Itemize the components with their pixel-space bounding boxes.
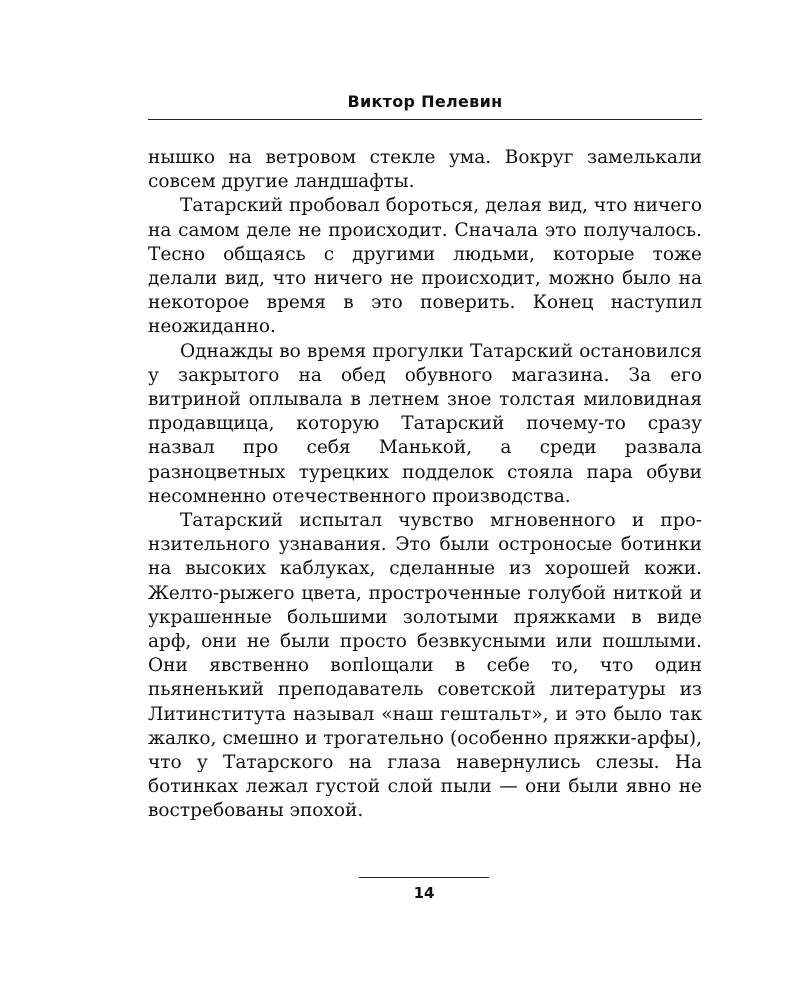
paragraph-4: Татарский испытал чувство мгновенного и пронзительного узнавания. Это были остроносые ботинки на высоких каблуках, сделанные из хорошей кожи. Желто-рыжего цвета, простроченные голубой ниткой и украшенные большими золотыми пряжками в виде арф, они не были просто безвкусными или пошлыми. Они явственно вопloщали в себе то, что один пьяненький преподаватель советской литературы из Литинститута называл «наш гештальт», и это было так жалко, смешно и трогательно (особенно пряжки-арфы), что у Татарского на глаза навернулись слезы. На ботинках лежал густой слой пыли — они были явно не востребованы эпохой. <box>148 510 702 822</box>
paragraph-2: Татарский пробовал бороться, делая вид, что ничего на самом деле не происходит. Сначала это получалось. Тесно общаясь с другими людьми, которые тоже делали вид, что ничего не происходит, можно было на некоторое время в это поверить. Конец наступил неожиданно. <box>148 195 702 338</box>
footer-rule <box>359 877 489 878</box>
paragraph-3: Однажды во время прогулки Татарский остановился у закрытого на обед обувного магазина. За его витриной оплывала в летнем зное толстая миловидная продавщица, которую Татарский почему-то сразу назвал про себя Манькой, а среди развала разноцветных турецких подделок стояла пара обуви несомненно отечественного производства. <box>148 340 702 507</box>
header-rule <box>148 119 702 120</box>
running-head-author: Виктор Пелевин <box>347 92 503 111</box>
page-body <box>148 146 702 824</box>
page-number: 14 <box>413 884 435 902</box>
paragraph-1: нышко на ветровом стекле ума. Вокруг замелькали совсем другие ландшафты. <box>148 147 702 193</box>
